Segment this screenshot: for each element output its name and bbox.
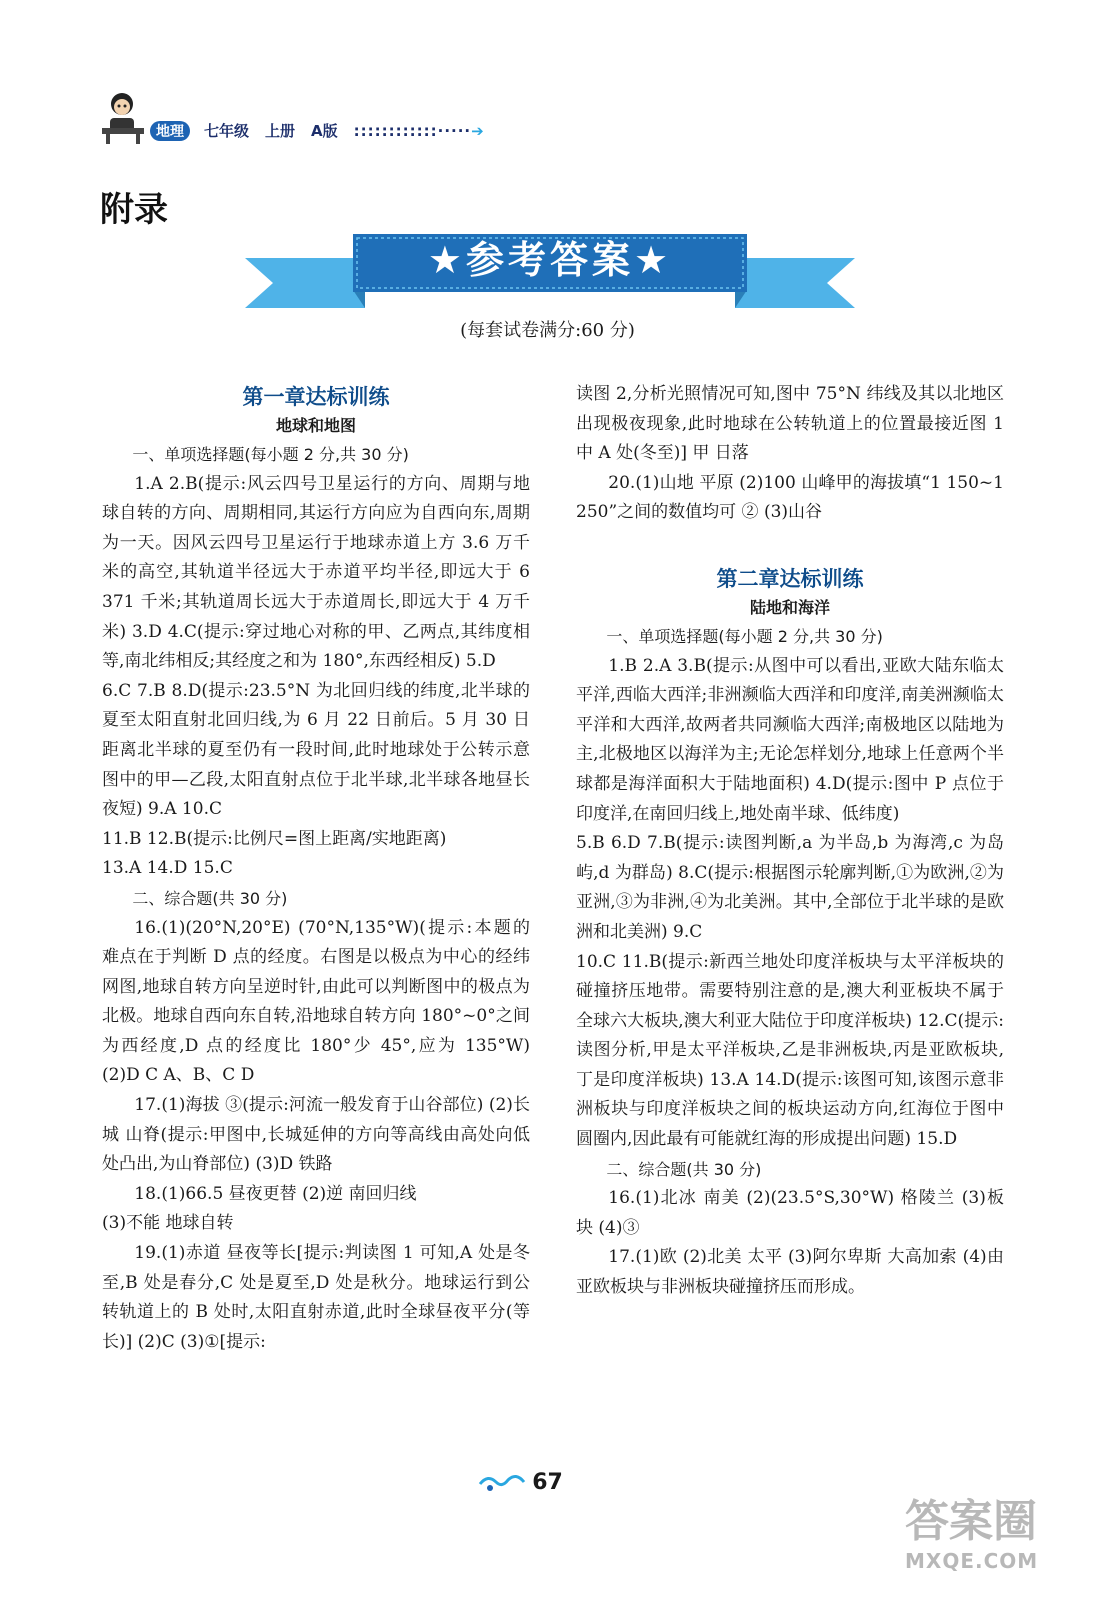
edition-label: A版 [311, 122, 338, 140]
chapter2-answers2: 5.B 6.D 7.B(提示:读图判断,a 为半岛,b 为海湾,c 为岛屿,d 为群岛) 8.C(提示:根据图示轮廓判断,①为欧洲,②为亚洲,③为非洲,④为北美洲。其中,全部位于北半球的是欧洲和北美洲) 9.C [576, 833, 1004, 942]
chapter1-q16: 16.(1)(20°N,20°E) (70°N,135°W)(提示:本题的难点在于判断 D 点的经度。右图是以极点为中心的经纬网图,地球自转方向呈逆时针,由此可以判断图中的极点为北极。地球自西向东自转,沿地球自转方向 180°~0°之间为西经度,D 点的经度比 180°少 45°,应为 135°W) (2)D C A、B、C D [102, 917, 530, 1086]
header-text [150, 120, 484, 141]
subject-badge: 地理 [150, 121, 190, 141]
student-mascot-icon [98, 88, 148, 146]
chapter1-answers4: 13.A 14.D 15.C [102, 858, 233, 879]
watermark-text: 答案圈 [905, 1496, 1037, 1547]
arrow-right-icon: ➔ [471, 122, 484, 140]
answers-banner [245, 230, 855, 308]
chapter1-subtitle: 地球和地图 [275, 416, 356, 435]
chapter2-q17: 17.(1)欧 (2)北美 太平 (3)阿尔卑斯 大高加索 (4)由亚欧板块与非洲板块碰撞挤压而形成。 [576, 1247, 1004, 1298]
chapter1-answers1: 1.A 2.B(提示:风云四号卫星运行的方向、周期与地球自转的方向、周期相同,其运行方向应为自西向东,周期为一天。因风云四号卫星运行于地球赤道上方 3.6 万千米的高空,其轨道半径远大于赤道平均半径,即远大于 6 371 千米;其轨道周长远大于赤道周长,即远大于 4 万千米) 3.D 4.C(提示:穿过地心对称的甲、乙两点,其纬度相等,南北纬相反;其经度之和为 180°,东西经相反) 5.D [102, 473, 530, 672]
chapter1-section1-heading: 一、单项选择题(每小题 2 分,共 30 分) [132, 445, 409, 464]
chapter2-subtitle: 陆地和海洋 [749, 597, 830, 617]
chapter1-q19: 19.(1)赤道 昼夜等长[提示:判读图 1 可知,A 处是冬至,B 处是春分,C 处是夏至,D 处是秋分。地球运行到公转轨道上的 B 处时,太阳直射赤道,此时全球昼夜平分(等长)] (2)C (3)①[提示: [102, 1243, 530, 1352]
full-score-note: (每套试卷满分:60 分) [460, 320, 635, 341]
chapter1-q19-continued: 读图 2,分析光照情况可知,图中 75°N 纬线及其以北地区出现极夜现象,此时地球在公转轨道上的位置最接近图 1 中 A 处(冬至)] 甲 日落 [576, 384, 1004, 464]
banner-title: ★参考答案★ [427, 238, 673, 282]
watermark-logo [905, 1495, 1085, 1595]
page-header [98, 88, 538, 148]
chapter2-answers3: 10.C 11.B(提示:新西兰地处印度洋板块与太平洋板块的碰撞挤压地带。需要特别注意的是,澳大利亚板块不属于全球六大板块,澳大利亚大陆位于印度洋板块) 12.C(提示:读图分析,甲是太平洋板块,乙是非洲板块,丙是亚欧板块,丁是印度洋板块) 13.A 14.D(提示:该图可知,该图示意非洲板块与印度洋板块之间的板块运动方向,红海位于图中圆圈内,因此最有可能就红海的形成提出问题) 15.D [576, 951, 1004, 1150]
grade-label: 七年级 [204, 122, 250, 140]
chapter1-title: 第一章达标训练 [242, 384, 390, 409]
appendix-title: 附录 [100, 190, 168, 230]
left-column [102, 380, 530, 1357]
chapter1-q17: 17.(1)海拔 ③(提示:河流一般发育于山谷部位) (2)长城 山脊(提示:甲图中,长城延伸的方向等高线由高处向低处凸出,为山脊部位) (3)D 铁路 [102, 1095, 530, 1175]
page-number: 67 [532, 1470, 563, 1495]
chapter2-title: 第二章达标训练 [716, 565, 864, 591]
chapter1-answers2: 6.C 7.B 8.D(提示:23.5°N 为北回归线的纬度,北半球的夏至太阳直射北回归线,为 6 月 22 日前后。5 月 30 日距离北半球的夏至仍有一段时间,此时地球处于公转示意图中的甲—乙段,太阳直射点位于北半球,北半球各地昼长夜短) 9.A 10.C [102, 680, 530, 820]
chapter2-section1-heading: 一、单项选择题(每小题 2 分,共 30 分) [606, 626, 883, 646]
header-dots: ::::::::::::····· [353, 122, 472, 140]
chapter2-answers1: 1.B 2.A 3.B(提示:从图中可以看出,亚欧大陆东临太平洋,西临大西洋;非洲濒临大西洋和印度洋,南美洲濒临太平洋和大西洋,故两者共同濒临大西洋;南极地区以陆地为主,北极地区以海洋为主;无论怎样划分,地球上任意两个半球都是海洋面积大于陆地面积) 4.D(提示:图中 P 点位于印度洋,在南回归线上,地处南半球、低纬度) [576, 655, 1004, 824]
volume-label: 上册 [265, 122, 296, 140]
chapter1-q20: 20.(1)山地 平原 (2)100 山峰甲的海拔填“1 150~1 250”之间的数值均可 ② (3)山谷 [576, 472, 1004, 523]
chapter1-q18b: (3)不能 地球自转 [102, 1213, 234, 1234]
chapter1-q18a: 18.(1)66.5 昼夜更替 (2)逆 南回归线 [134, 1183, 417, 1204]
chapter1-answers3: 11.B 12.B(提示:比例尺=图上距离/实地距离) [102, 828, 447, 849]
right-column [576, 380, 1004, 1303]
watermark-url: MXQE.COM [905, 1549, 1039, 1573]
chapter2-q16: 16.(1)北冰 南美 (2)(23.5°S,30°W) 格陵兰 (3)板块 (4)③ [576, 1188, 1004, 1238]
chapter2-section2-heading: 二、综合题(共 30 分) [606, 1159, 762, 1179]
chapter1-section2-heading: 二、综合题(共 30 分) [132, 888, 288, 908]
